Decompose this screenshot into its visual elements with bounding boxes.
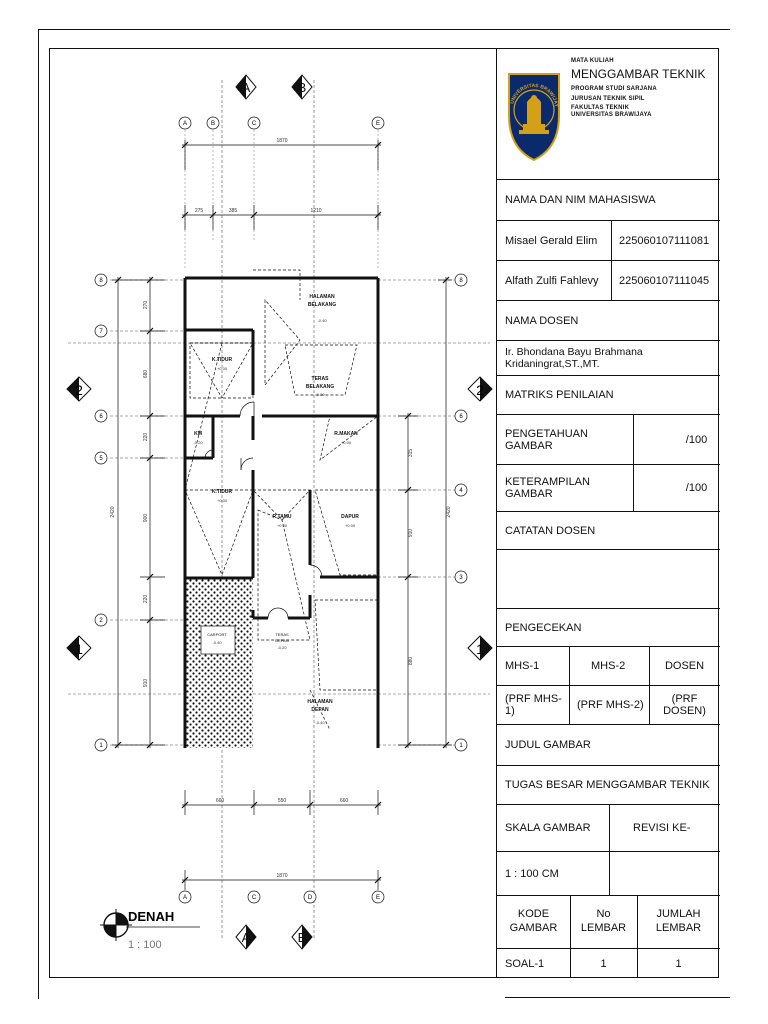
score-1-label: PENGETAHUAN GAMBAR [505,427,588,452]
level-teras-depan: -0.20 [277,645,287,650]
code-label-2: GAMBAR [509,922,558,934]
room-label-halaman-depan: HALAMAN [307,699,333,705]
room-label-dapur: DAPUR [341,514,359,520]
check-header-dosen: DOSEN [664,660,705,672]
axis-left-5: 5 [99,456,103,462]
title-block-header [497,48,720,179]
grid-lines [68,80,490,940]
room-label-teras-belakang: TERAS [311,376,329,382]
check-label: PENGECEKAN [505,621,582,634]
course-label: MATA KULIAH [571,58,614,64]
level-k-tidur-2: +0.00 [216,498,228,503]
level-carport: -0.40 [212,640,222,645]
sheet-no-header [570,896,637,948]
svg-text:BELAKANG: BELAKANG [305,384,335,390]
axis-left-7: 7 [99,329,103,335]
room-label-k-tidur-1: K.TIDUR [211,357,233,363]
notes-area [497,549,720,608]
revision-label: REVISI KE- [633,822,691,834]
axis-left-8: 8 [99,278,103,284]
dim-bottom-2: 550 [277,798,287,804]
svg-text:DEPAN: DEPAN [275,638,289,643]
total-header [637,896,720,948]
svg-text:BELAKANG: BELAKANG [307,302,337,308]
axis-bottom-d: D [307,895,313,901]
dim-top-total: 1870 [276,138,288,144]
student-section-label: NAMA DAN NIM MAHASISWA [505,194,656,206]
lecturer-label: NAMA DOSEN [505,314,579,327]
outer-frame-top [38,29,730,30]
dim-left-2: 680 [143,369,149,379]
sheet-no-value: 1 [600,957,607,970]
drawing-title-block [100,909,200,951]
dim-right-total: 2420 [446,506,452,518]
sheet-no-label-1: No [596,908,611,921]
drawing-title-row [497,765,720,804]
side-marker-1-right: 1 [476,641,484,657]
scale-label-row [497,804,720,851]
code-value: SOAL-1 [505,957,545,970]
room-label-r-tamu: R.TAMU [272,514,292,520]
dim-bottom-total: 1870 [276,873,288,879]
section-markers [236,75,312,949]
scale-value: 1 : 100 CM [505,867,559,880]
section-marker-a-top: A [241,80,251,95]
carport-hatch [185,578,253,748]
check-header-row [497,646,720,685]
dim-left-1: 270 [143,300,149,310]
program-name: PROGRAM STUDI SARJANA [571,85,657,92]
score-1-value: /100 [685,433,708,446]
level-teras-belakang: -0.20 [315,392,325,397]
room-label-halaman-belakang: HALAMAN [309,294,335,300]
side-marker-2-left: 2 [75,382,83,398]
drawing-title-label: JUDUL GAMBAR [505,739,591,751]
level-halaman-belakang: -0.40 [317,318,327,323]
room-label-r-makan: R.MAKAN [334,431,358,437]
floor-plan-drawing [49,48,496,978]
section-marker-b-top: B [297,80,307,95]
score-2-value: /100 [685,482,708,494]
axis-top-a: A [182,121,188,127]
dim-top-3: 1210 [310,208,322,214]
section-marker-a-bottom: A [241,930,251,945]
total-label-1: JUMLAH [656,908,701,921]
notes-label-row [497,511,720,549]
check-value-dosen: (PRF DOSEN) [663,693,706,717]
check-header-mhs1: MHS-1 [505,660,540,672]
axis-bottom-e: E [375,895,381,901]
outer-frame-bottom [505,997,730,998]
total-value: 1 [675,957,682,970]
scale-label: SKALA GAMBAR [505,822,591,834]
score-row-2 [497,464,720,511]
level-r-makan: +0.00 [340,440,352,445]
axis-bottom-c: C [251,895,257,901]
axis-bottom-a: A [182,895,188,901]
dim-left-6: 910 [143,678,149,688]
score-row-1 [497,414,720,464]
section-marker-b-bottom: B [297,930,307,945]
dim-left-total: 2420 [110,506,116,518]
outer-frame-left [38,29,39,999]
dim-right-2: 910 [408,528,414,538]
lecturer-name: Ir. Bhondana Bayu Brahmana Kridaningrat,ST.,MT. [505,346,643,370]
level-dapur: +0.00 [344,523,356,528]
drawing-title-value: TUGAS BESAR MENGGAMBAR TEKNIK [505,779,710,791]
student-1-nim: 225060107111081 [619,234,710,247]
sheet-no-label-2: LEMBAR [580,922,627,934]
room-label-km: KM [194,431,202,437]
drawing-title-label-row [497,724,720,765]
axis-right-8: 8 [459,278,463,284]
matrix-label: MATRIKS PENILAIAN [505,389,614,401]
notes-label: CATATAN DOSEN [505,524,596,537]
revision-value [609,852,720,895]
dim-right-3: 880 [408,656,414,666]
axis-left-1: 1 [99,743,103,749]
axis-right-6: 6 [459,414,463,420]
dim-left-5: 220 [143,594,149,604]
axis-top-b: B [210,121,216,127]
dim-bottom-1: 660 [215,798,225,804]
axis-left-6: 6 [99,414,103,420]
axis-bubbles-top [179,117,384,129]
drawing-title: DENAH [128,909,175,924]
level-km: -0.20 [193,440,203,445]
code-header-row [497,895,720,948]
room-label-carport: CARPORT [207,632,227,637]
dim-top-2: 385 [228,208,238,214]
department-name: JURUSAN TEKNIK SIPIL [571,95,645,102]
lecturer-label-row [497,300,720,340]
dim-left-3: 220 [143,432,149,442]
student-2-nim: 225060107111045 [619,274,710,287]
total-label-2: LEMBAR [655,922,702,934]
axis-top-c: C [251,121,257,127]
score-2-label: KETERAMPILAN GAMBAR [505,476,590,500]
title-block [496,48,719,978]
code-label-1: KODE [517,908,550,921]
university-logo [505,58,563,166]
student-section-row [497,179,720,220]
level-r-tamu: +0.00 [276,523,288,528]
check-label-row [497,608,720,646]
axis-top-e: E [375,121,381,127]
student-row-1 [497,220,720,260]
matrix-label-row [497,375,720,414]
dim-bottom-3: 660 [339,798,349,804]
side-marker-2-right: 2 [476,382,484,398]
level-k-tidur-1: +0.00 [216,366,228,371]
header-text-group [571,58,705,119]
check-value-row [497,685,720,724]
room-label-teras-depan: TERAS [275,632,289,637]
check-header-mhs2: MHS-2 [591,660,626,672]
course-name: MENGGAMBAR TEKNIK [571,66,706,81]
scale-value-row [497,851,720,895]
university-name: UNIVERSITAS BRAWIJAYA [571,112,652,119]
dim-top-1: 275 [194,208,204,214]
side-marker-1-left: 1 [75,641,83,657]
room-label-k-tidur-2: K.TIDUR [211,489,233,495]
drawing-scale: 1 : 100 [128,939,162,951]
svg-text:UNIVERSITAS BRAWIJAYA: UNIVERSITAS BRAWIJAY [509,82,559,108]
axis-left-2: 2 [99,618,103,624]
level-halaman-depan: -0.40 [315,720,325,725]
check-value-mhs1: (PRF MHS-1) [505,693,562,717]
dim-right-1: 315 [408,448,414,458]
lecturer-name-row [497,340,720,375]
axis-right-1: 1 [459,743,463,749]
student-row-2 [497,260,720,300]
student-2-name: Alfath Zulfi Fahlevy [505,274,599,287]
svg-text:DEPAN: DEPAN [311,707,329,713]
axis-right-4: 4 [459,488,463,494]
axis-right-3: 3 [459,575,463,581]
student-1-name: Misael Gerald Elim [505,234,598,247]
code-header [497,896,570,948]
check-value-mhs2: (PRF MHS-2) [577,699,644,711]
code-value-row [497,948,720,978]
faculty-name: FAKULTAS TEKNIK [571,105,630,112]
dim-left-4: 900 [143,513,149,523]
